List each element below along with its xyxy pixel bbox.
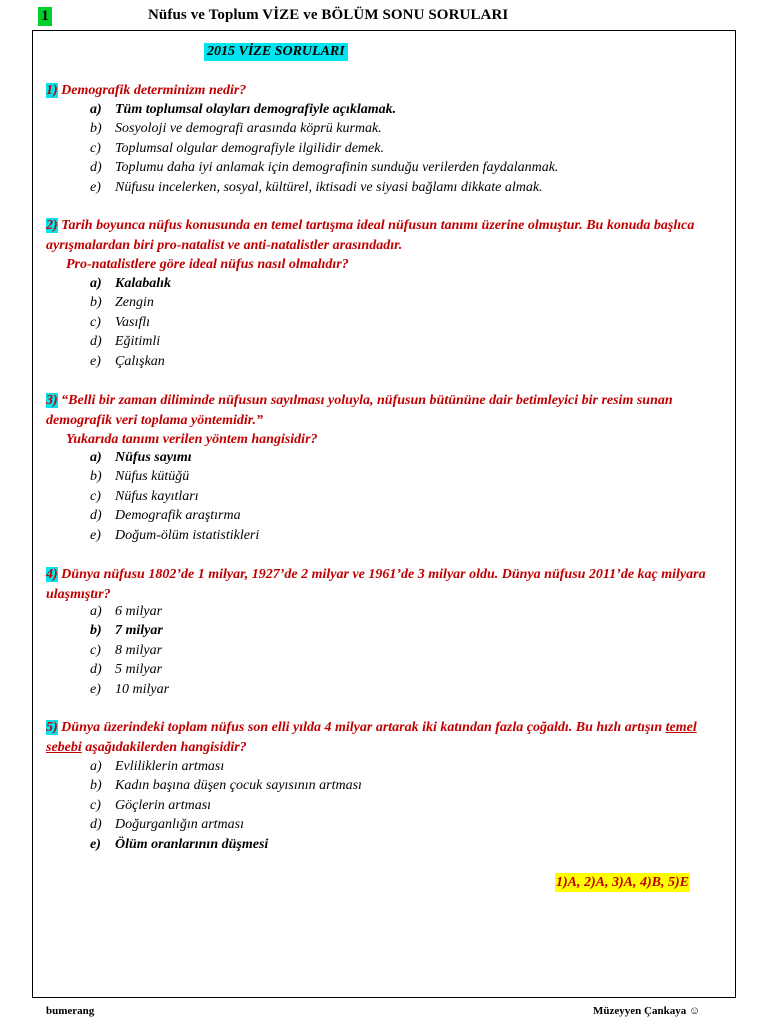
option: b) Sosyoloji ve demografi arasında köprü kurmak. bbox=[90, 121, 382, 137]
options-3 bbox=[90, 448, 259, 545]
section-title: 2015 VİZE SORULARI bbox=[204, 43, 348, 61]
option: e) Ölüm oranlarının düşmesi bbox=[90, 836, 269, 852]
option: d) Doğurganlığın artması bbox=[90, 817, 244, 833]
option: c) 8 milyar bbox=[90, 642, 163, 658]
question-1 bbox=[46, 81, 722, 101]
option: d) Demografik araştırma bbox=[90, 508, 241, 524]
option: b) Kadın başına düşen çocuk sayısının artması bbox=[90, 778, 362, 794]
question-text-end: aşağıdakilerden hangisidir? bbox=[81, 739, 247, 755]
option: e) Doğum-ölüm istatistikleri bbox=[90, 527, 260, 543]
option: b) Zengin bbox=[90, 295, 154, 311]
options-1 bbox=[90, 100, 558, 197]
question-number: 5) bbox=[46, 720, 58, 735]
option: c) Vasıflı bbox=[90, 314, 151, 330]
page-number: 1 bbox=[38, 7, 52, 26]
question-number: 1) bbox=[46, 83, 58, 98]
option: d) Eğitimli bbox=[90, 334, 161, 350]
option: a) Evliliklerin artması bbox=[90, 759, 225, 774]
question-3 bbox=[46, 391, 722, 450]
option: b) 7 milyar bbox=[90, 623, 163, 639]
option: c) Göçlerin artması bbox=[90, 797, 212, 813]
question-text: Demografik determinizm nedir? bbox=[57, 83, 247, 98]
options-2 bbox=[90, 274, 171, 371]
question-text: “Belli bir zaman diliminde nüfusun sayılması yoluyla, nüfusun bütününe dair betimleyici bir resim sunan demografik veri toplama yöntemidir.” bbox=[46, 393, 673, 428]
option: d) Toplumu daha iyi anlamak için demografinin sunduğu verilerden faydalanmak. bbox=[90, 160, 559, 176]
answer-key: 1)A, 2)A, 3)A, 4)B, 5)E bbox=[556, 875, 689, 890]
question-subtext: Pro-natalistlere göre ideal nüfus nasıl olmalıdır? bbox=[66, 257, 349, 272]
question-subtext: Yukarıda tanımı verilen yöntem hangisidir? bbox=[66, 432, 318, 447]
option: b) Nüfus kütüğü bbox=[90, 469, 190, 485]
question-text: Dünya üzerindeki toplam nüfus son elli yılda 4 milyar artarak iki katından fazla çoğaldı. Bu hızlı artışın bbox=[57, 720, 666, 735]
option: e) 10 milyar bbox=[90, 681, 170, 697]
option: a) Kalabalık bbox=[90, 276, 172, 291]
option: d) 5 milyar bbox=[90, 662, 163, 678]
options-4 bbox=[90, 602, 169, 699]
option: e) Çalışkan bbox=[90, 353, 165, 369]
question-2 bbox=[46, 216, 722, 275]
question-text: Tarih boyunca nüfus konusunda en temel tartışma ideal nüfusun tanımı üzerine olmuştur. Bu konuda başlıca ayrışmalardan biri pro-natalist ve anti-natalistler arasındadır. bbox=[46, 218, 695, 253]
option: e) Nüfusu incelerken, sosyal, kültürel, iktisadi ve siyasi bağlamı dikkate almak. bbox=[90, 179, 543, 195]
page-header-title: Nüfus ve Toplum VİZE ve BÖLÜM SONU SORULARI bbox=[148, 7, 509, 23]
option: c) Nüfus kayıtları bbox=[90, 488, 199, 504]
footer-left: bumerang bbox=[46, 1005, 95, 1017]
question-number: 2) bbox=[46, 218, 58, 233]
options-5 bbox=[90, 757, 362, 854]
question-text: Dünya nüfusu 1802’de 1 milyar, 1927’de 2 milyar ve 1961’de 3 milyar oldu. Dünya nüfusu 2011’de kaç milyara ulaşmıştır? bbox=[46, 567, 706, 602]
question-number: 4) bbox=[46, 567, 58, 582]
option: c) Toplumsal olgular demografiyle ilgilidir demek. bbox=[90, 140, 384, 156]
footer-author: Müzeyyen Çankaya ☺ bbox=[593, 1005, 701, 1017]
question-number: 3) bbox=[46, 393, 58, 408]
option: a) Tüm toplumsal olayları demografiyle açıklamak. bbox=[90, 102, 397, 117]
option: a) 6 milyar bbox=[90, 604, 163, 619]
option: a) Nüfus sayımı bbox=[90, 450, 192, 465]
question-5 bbox=[46, 718, 722, 757]
question-4 bbox=[46, 565, 722, 604]
question-emphasis: temel sebebi bbox=[46, 720, 697, 755]
